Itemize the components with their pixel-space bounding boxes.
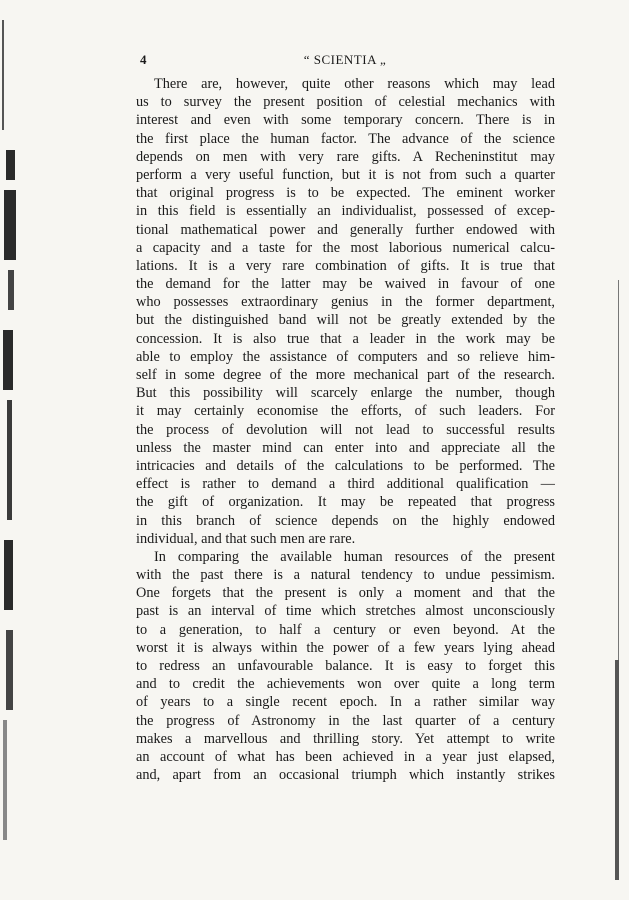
- text-line: worst it is always within the power of a few years lying ahead: [136, 639, 555, 656]
- body-text: [136, 75, 555, 784]
- running-title: “ SCIENTIA „: [303, 52, 387, 67]
- text-line: an account of what has been achieved in a year just elapsed,: [136, 748, 555, 765]
- text-line: But this possibility will scarcely enlarge the number, though: [136, 385, 555, 402]
- text-line: perform a very useful function, but it is not from such a quarter: [136, 166, 555, 183]
- text-line: in this field is essentially an individualist, possessed of excep-: [136, 203, 555, 220]
- text-line: self in some degree of the more mechanical part of the research.: [136, 367, 555, 383]
- binding-edge-right: [613, 280, 623, 880]
- binding-edge-left: [0, 0, 22, 900]
- paragraph-2: [136, 548, 555, 784]
- page-header: [140, 52, 550, 70]
- text-line: There are, however, quite other reasons which may lead: [154, 76, 555, 92]
- text-line: In comparing the available human resources of the present: [154, 548, 555, 565]
- text-line: One forgets that the present is only a moment and that the: [136, 585, 555, 602]
- text-line: the gift of organization. It may be repeated that progress: [136, 494, 555, 511]
- text-line: in this branch of science depends on the highly endowed: [136, 512, 555, 529]
- text-line: to redress an unfavourable balance. It is easy to forget this: [136, 658, 555, 674]
- text-line: the demand for the latter may be waived in favour of one: [136, 276, 555, 293]
- text-line: intricacies and details of the calculations to be performed. The: [136, 457, 555, 474]
- text-line: and to credit the achievements won over quite a long term: [136, 676, 555, 693]
- text-line: the progress of Astronomy in the last quarter of a century: [136, 712, 555, 729]
- text-line: but the distinguished band will not be greatly extended by the: [136, 312, 555, 329]
- paragraph-1: [136, 75, 555, 548]
- text-line: that original progress is to be expected. The eminent worker: [136, 185, 555, 202]
- text-line: makes a marvellous and thrilling story. Yet attempt to write: [136, 730, 555, 747]
- text-line: able to employ the assistance of computers and so relieve him-: [136, 348, 555, 365]
- text-line: lations. It is a very rare combination of gifts. It is true that: [136, 257, 555, 274]
- text-line: the first place the human factor. The advance of the science: [136, 130, 555, 147]
- text-line: concession. It is also true that a leader in the work may be: [136, 330, 555, 347]
- text-line: unless the master mind can enter into and appreciate all the: [136, 439, 555, 456]
- text-line: with the past there is a natural tendency to undue pessimism.: [136, 567, 555, 584]
- page-number: 4: [140, 52, 147, 67]
- text-line: and, apart from an occasional triumph which instantly strikes: [136, 767, 555, 784]
- text-line: a capacity and a taste for the most laborious numerical calcu-: [136, 239, 555, 256]
- text-line: of years to a single recent epoch. In a rather similar way: [136, 694, 555, 711]
- text-line: the process of devolution will not lead to successful results: [136, 421, 555, 438]
- text-line: individual, and that such men are rare.: [136, 530, 356, 547]
- text-line: to a generation, to half a century or even beyond. At the: [136, 621, 555, 638]
- text-line: past is an interval of time which stretches almost unconsciously: [136, 603, 555, 620]
- text-line: tional mathematical power and generally further endowed with: [136, 221, 555, 238]
- text-line: us to survey the present position of celestial mechanics with: [136, 94, 555, 111]
- text-line: interest and even with some temporary concern. There is in: [136, 112, 555, 129]
- text-line: who possesses extraordinary genius in the former department,: [136, 294, 555, 311]
- text-line: depends on men with very rare gifts. A Recheninstitut may: [136, 148, 555, 165]
- text-line: it may certainly economise the efforts, of such leaders. For: [136, 403, 555, 420]
- text-line: effect is rather to demand a third additional qualification —: [136, 476, 555, 493]
